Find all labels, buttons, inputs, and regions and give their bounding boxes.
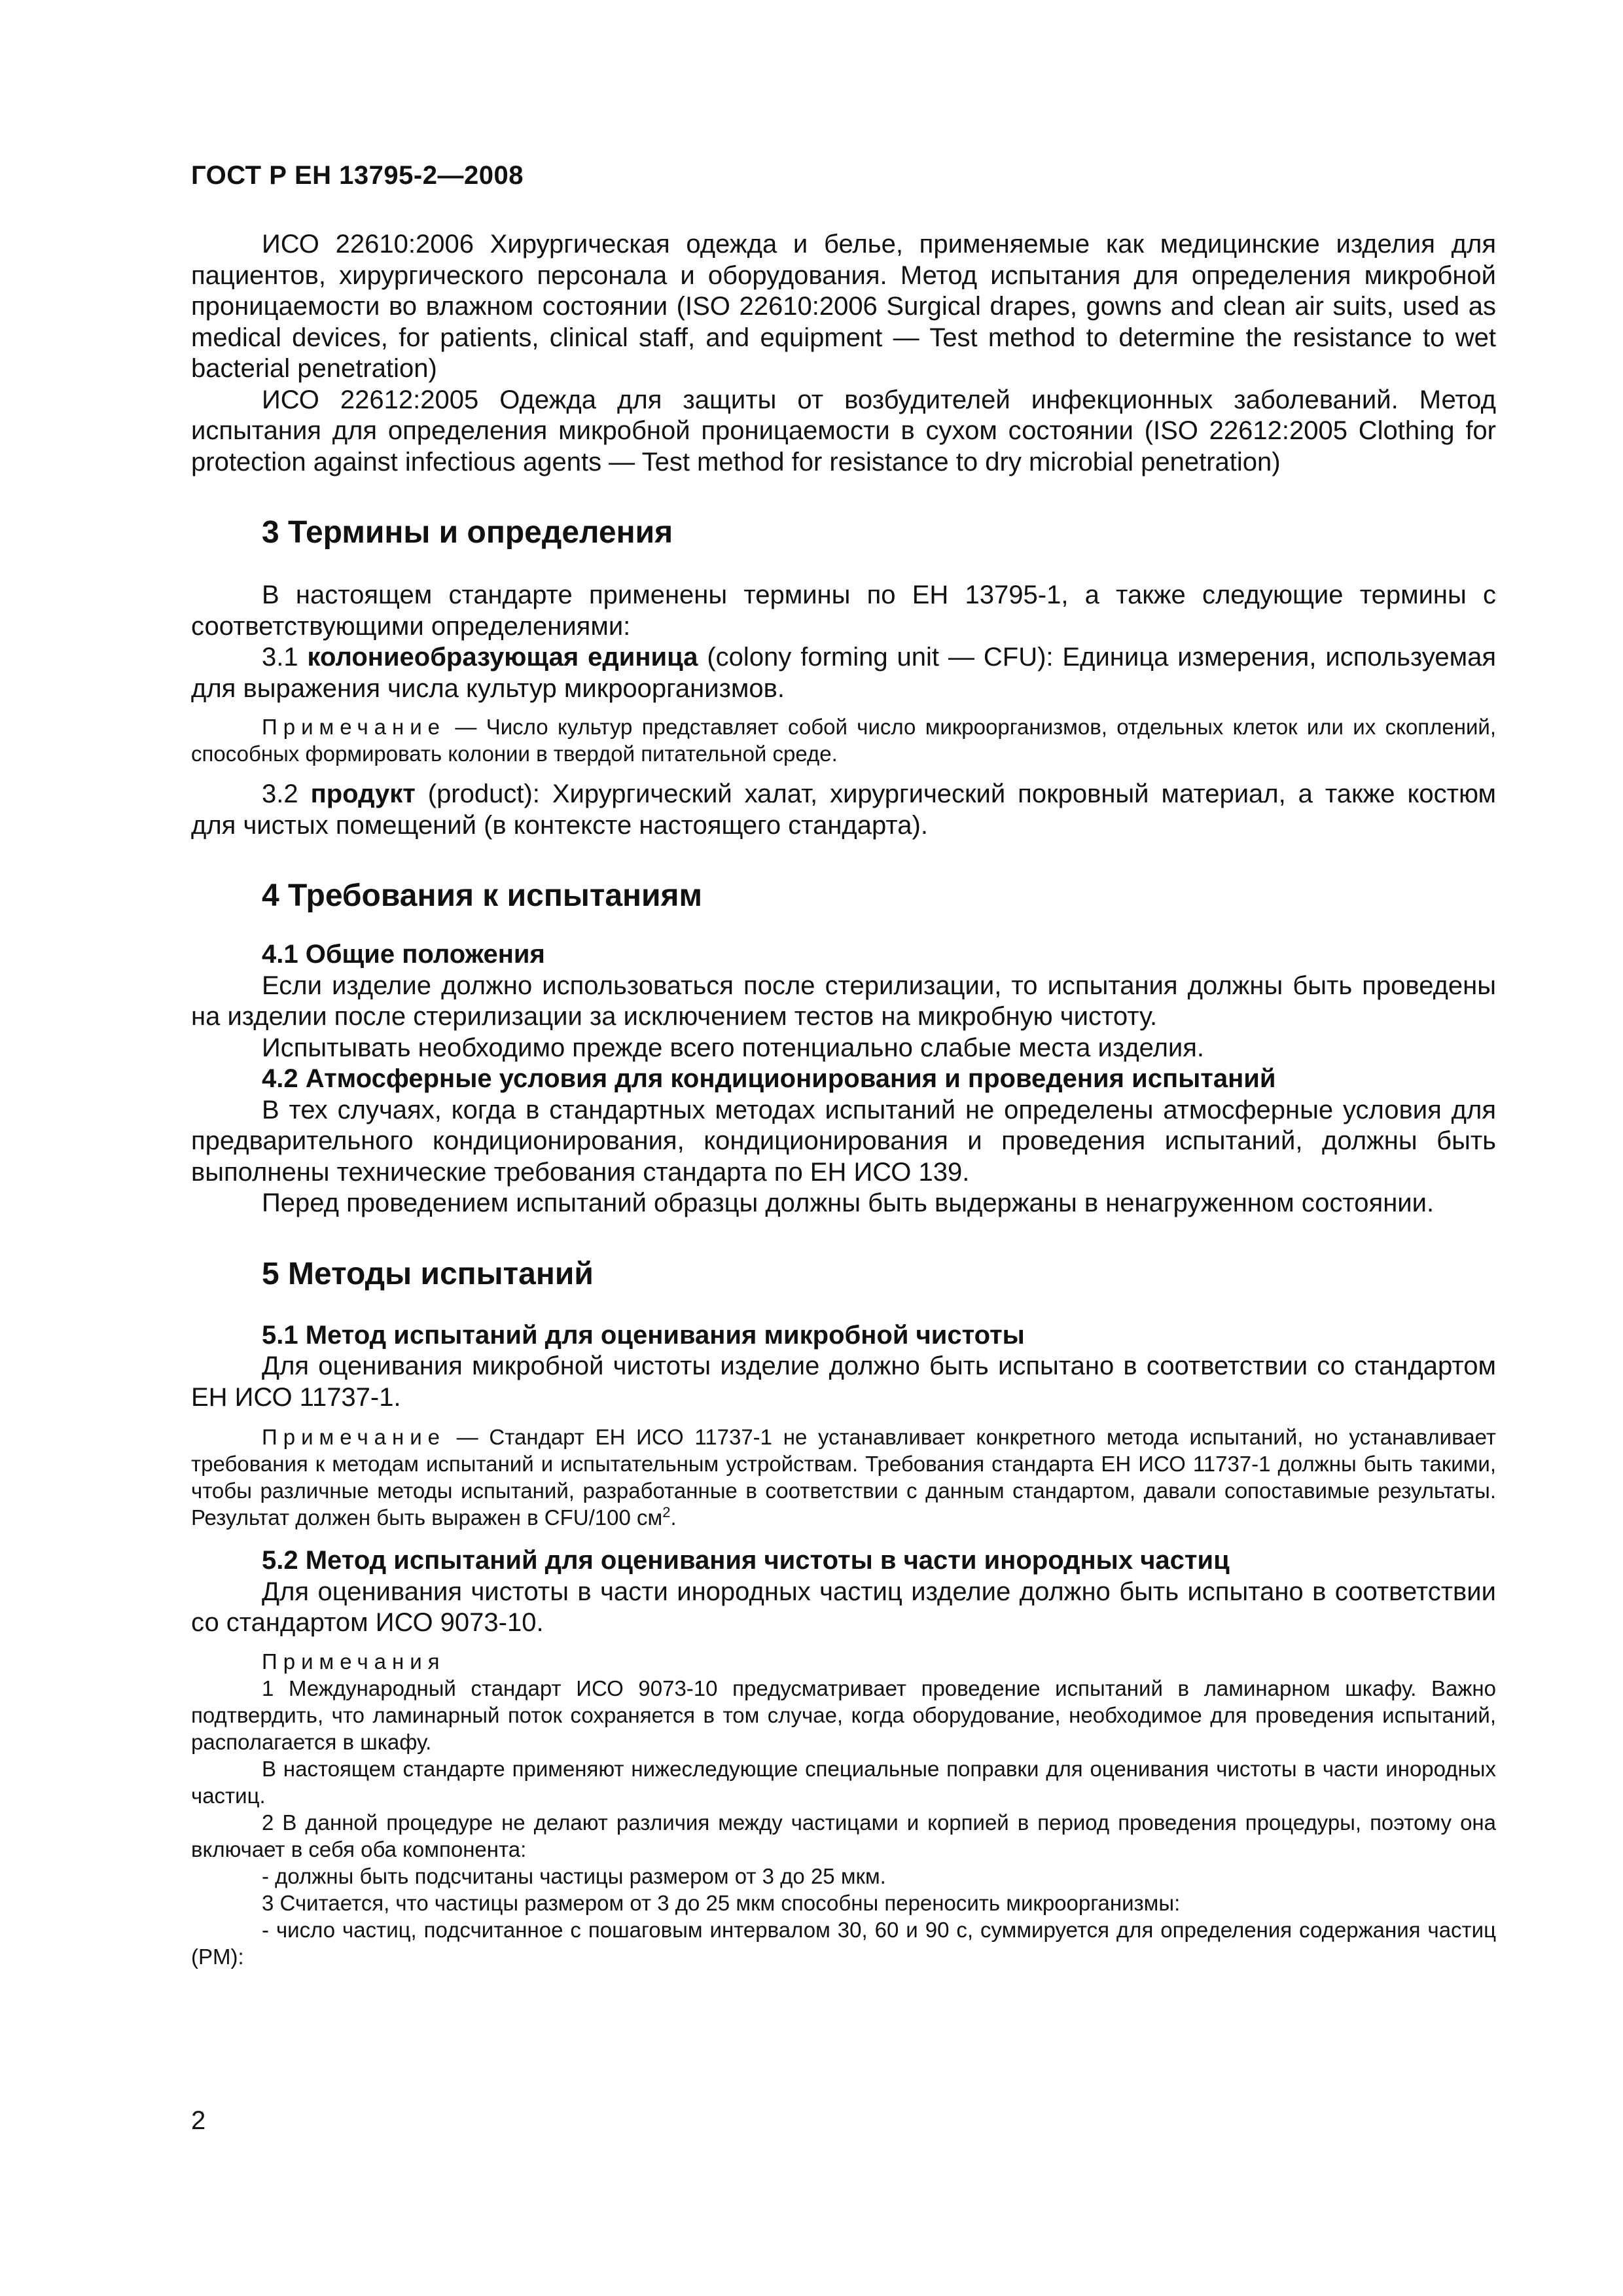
note-item-1-continued: В настоящем стандарте применяют нижеследующие специальные поправки для оценивания чистоты в части инородных частиц. — [191, 1756, 1496, 1808]
note-5-1-end: . — [670, 1505, 677, 1530]
section-3-title: 3 Термины и определения — [262, 515, 673, 550]
paragraph-4-1-a: Если изделие должно использоваться после стерилизации, то испытания должны быть проведены на изделии после стерилизации за исключением тестов на микробную чистоту. — [191, 971, 1496, 1031]
section-4-title: 4 Требования к испытаниям — [262, 878, 703, 913]
standard-header: ГОСТ Р ЕН 13795-2—2008 — [191, 161, 524, 190]
subsection-5-2-title: 5.2 Метод испытаний для оценивания чистоты в части инородных частиц — [262, 1546, 1230, 1575]
paragraph-5-2: Для оценивания чистоты в части инородных частиц изделие должно быть испытано в соответствии со стандартом ИСО 9073-10. — [191, 1577, 1496, 1637]
note-item-3-dash: - число частиц, подсчитанное с пошаговым интервалом 30, 60 и 90 с, суммируется для определения содержания частиц (PM): — [191, 1917, 1496, 1969]
term-3-1-name: колониеобразующая единица — [307, 643, 698, 672]
note-item-1: 1 Международный стандарт ИСО 9073-10 предусматривает проведение испытаний в ламинарном шкафу. Важно подтвердить, что ламинарный поток сохраняется в том случае, когда оборудование, необходимое для проведения испытаний, располагается в шкафу. — [191, 1676, 1496, 1754]
section-3-intro: В настоящем стандарте применены термины по ЕН 13795-1, а также следующие термины с соответствующими определениями: — [191, 581, 1496, 641]
note-label: Примечание — [262, 1425, 446, 1449]
term-3-1-definition: (colony forming unit — CFU): Единица измерения, используемая для выражения числа культур микроорганизмов. — [191, 643, 1497, 703]
note-5-1-superscript: 2 — [662, 1504, 671, 1520]
term-3-1 — [191, 642, 1496, 704]
note-5-1-text: — Стандарт ЕН ИСО 11737-1 не устанавливает конкретного метода испытаний, но устанавливает требования к методам испытаний и испытательным устройствам. Требования стандарта ЕН ИСО 11737-1 должны быть такими, чтобы различные методы испытаний, разработанные в соответствии с данным стандартом, давали сопоставимые результаты. Результат должен быть выражен в CFU/100 см — [191, 1425, 1496, 1530]
subsection-4-2-title: 4.2 Атмосферные условия для кондиционирования и проведения испытаний — [262, 1064, 1276, 1093]
section-5-title: 5 Методы испытаний — [262, 1256, 594, 1291]
paragraph-4-2-a: В тех случаях, когда в стандартных методах испытаний не определены атмосферные условия для предварительного кондиционирования, кондиционирования и проведения испытаний, должны быть выполнены технические требования стандарта по ЕН ИСО 139. — [191, 1095, 1496, 1187]
subsection-4-1-title: 4.1 Общие положения — [262, 940, 545, 969]
term-3-1-number: 3.1 — [262, 643, 308, 672]
term-3-2-definition: (product): Хирургический халат, хирургический покровный материал, а также костюм для чистых помещений (в контексте настоящего стандарта). — [191, 780, 1497, 840]
paragraph-4-2-b: Перед проведением испытаний образцы должны быть выдержаны в ненагруженном состоянии. — [262, 1189, 1435, 1217]
note-3-1 — [191, 713, 1496, 767]
page-number: 2 — [191, 2106, 206, 2135]
note-label: Примечание — [262, 715, 446, 739]
term-3-2-name: продукт — [310, 780, 416, 808]
notes-label: Примечания — [262, 1649, 446, 1674]
term-3-2-number: 3.2 — [262, 780, 311, 808]
paragraph-4-1-b: Испытывать необходимо прежде всего потенциально слабые места изделия. — [262, 1033, 1205, 1062]
reference-iso-22612: ИСО 22612:2005 Одежда для защиты от возбудителей инфекционных заболеваний. Метод испытания для определения микробной проницаемости в сухом состоянии (ISO 22612:2005 Clothing for protection against infectious agents — Test method for resistance to dry microbial penetration) — [191, 385, 1496, 476]
term-3-2 — [191, 779, 1496, 841]
subsection-5-1-title: 5.1 Метод испытаний для оценивания микробной чистоты — [262, 1320, 1025, 1350]
reference-iso-22610: ИСО 22610:2006 Хирургическая одежда и белье, применяемые как медицинские изделия для пациентов, хирургического персонала и оборудования. Метод испытания для определения микробной проницаемости во влажном состоянии (ISO 22610:2006 Surgical drapes, gowns and clean air suits, used as medical devices, for patients, clinical staff, and equipment — Test method to determine the resistance to wet bacterial penetration) — [191, 230, 1496, 383]
note-item-2: 2 В данной процедуре не делают различия между частицами и корпией в период проведения процедуры, поэтому она включает в себя оба компонента: — [191, 1810, 1496, 1861]
page-body — [191, 229, 1496, 1970]
note-3-1-text: — Число культур представляет собой число микроорганизмов, отдельных клеток или их скоплений, способных формировать колонии в твердой питательной среде. — [191, 715, 1496, 766]
note-item-2-dash: - должны быть подсчитаны частицы размером от 3 до 25 мкм. — [262, 1863, 886, 1888]
paragraph-5-1: Для оценивания микробной чистоты изделие должно быть испытано в соответствии со стандартом ЕН ИСО 11737-1. — [191, 1352, 1496, 1412]
note-item-3: 3 Считается, что частицы размером от 3 до 25 мкм способны переносить микроорганизмы: — [262, 1890, 1181, 1915]
note-5-1 — [191, 1424, 1496, 1531]
